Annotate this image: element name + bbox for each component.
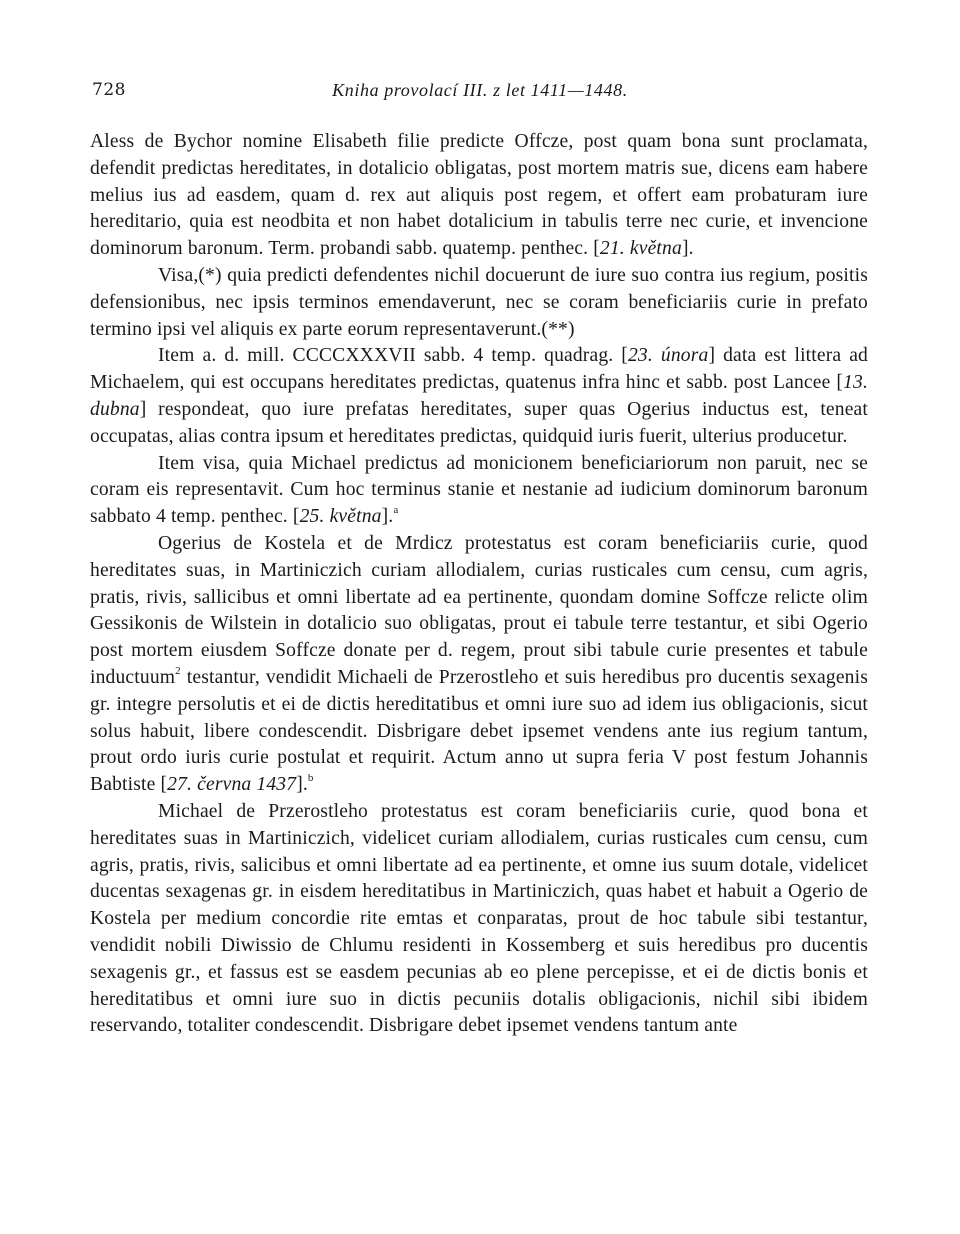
footnote-marker: a (393, 504, 399, 517)
body-text (90, 129, 868, 1040)
paragraph-michael: Michael de Przerostleho protestatus est coram beneficiariis curie, quod bona et hereditates suas in Martiniczich, videlicet curiam allodialem, curias rusticales cum censu, cum agris, pratis, rivis, salicibus et omni libertate ad ea pertinente, et omne ius suum dotale, videlicet ducentas sexagenas gr. in eisdem hereditatibus in Martiniczich, quas habet et habuit a Ogerio de Kostela per medium concordie rite emtas et conparatas, prout de hoc tabule sibi testantur, vendidit nobili Diwissio de Chlumu residenti in Kossemberg et suis heredibus pro ducentis sexagenis gr., et fassus est se easdem pecunias ab eo plene percepisse, et ei de dictis bonis et hereditatibus et omni iure suo in dictis pecuniis dotalis obligacionis, nichil sibi ibidem reservando, totaliter condescendit. Disbrigare debet ipsemet vendens tantum ante (90, 800, 868, 1037)
page-number: 728 (92, 80, 126, 100)
date-annotation: 21. května (599, 238, 682, 260)
date-annotation: 27. června 1437 (167, 774, 297, 796)
date-annotation: 13. dubna (90, 372, 868, 420)
paragraph-visa: Visa,(*) quia predicti defendentes nichil docuerunt de iure suo contra ius regium, positis defensionibus, nec ipsis terminos emendaverunt, nec se coram beneficiariis curie in prefato termino ipsi vel aliquis ex parte eorum representaverunt.(**) (90, 264, 868, 340)
running-title: Kniha provolací III. z let 1411—1448. (332, 80, 628, 100)
paragraph-ogerius: Ogerius de Kostela et de Mrdicz protestatus est coram beneficiariis curie, quod hereditates suas, in Martiniczich curiam allodialem, curias rusticales cum censu, cum agris, pratis, rivis, sallicibus et omni libertate ad ea pertinente, quondam domine Soffcze relicte olim Gessikonis de Wilstein in dotalicio suo obligatas, prout ei tabule terre testantur, et sibi Ogerio post mortem eiusdem Soffcze donate per d. regem, prout sibi tabule curie presentes et tabule inductuum$^2$ testantur, vendidit Michaeli de Przerostleho et suis heredibus pro ducentis sexagenis gr. integre persolutis et ei de dictis hereditatibus et omni iure suo ad idem ius obligacionis, sicut solus habuit, libere condescendit. Disbrigare debet ipsemet vendens ante ius regium tantum, prout ordo iuris curie postulat et requirit. Actum anno ut supra feria V post festum Johannis Babtiste [27. června 1437].$^b$ (90, 532, 868, 796)
page-header (92, 80, 868, 110)
paragraph-defense-aless: Aless de Bychor nomine Elisabeth filie predicte Offcze, post quam bona sunt proclamata, defendit predictas hereditates, in dotalicio obligatas, post mortem matris sue, dicens eam habere melius ius ad easdem, quam d. rex aut aliquis post regem, et offert eam probaturam iure hereditario, quia est neodbita et non habet dotalicium in tabulis terre nec curie, et invencione dominorum baronum. Term. probandi sabb. quatemp. penthec. [21. května]. (90, 131, 868, 260)
paragraph-littera-michaelem: Item a. d. mill. CCCCXXXVII sabb. 4 temp. quadrag. [23. února] data est littera ad Michaelem, qui est occupans hereditates predictas, quatenus infra hinc et sabb. post Lancee [13. dubna] respondeat, quo iure prefatas hereditates, super quas Ogerius inductus est, teneat occupatas, alias contra ipsum et hereditates predictas, quidquid iuris fuerit, ulterius producetur. (90, 345, 869, 447)
footnote-marker: b (307, 772, 314, 785)
footnote-marker: 2 (175, 664, 181, 677)
paragraph-item-visa: Item visa, quia Michael predictus ad monicionem beneficiariorum non paruit, nec se coram eis representavit. Cum hoc terminus stanie et nestanie ad iudicium dominorum baronum sabbato 4 temp. penthec. [25. května].$^a$ (90, 452, 868, 528)
date-annotation: 25. května (299, 506, 382, 528)
date-annotation: 23. února (627, 345, 709, 367)
